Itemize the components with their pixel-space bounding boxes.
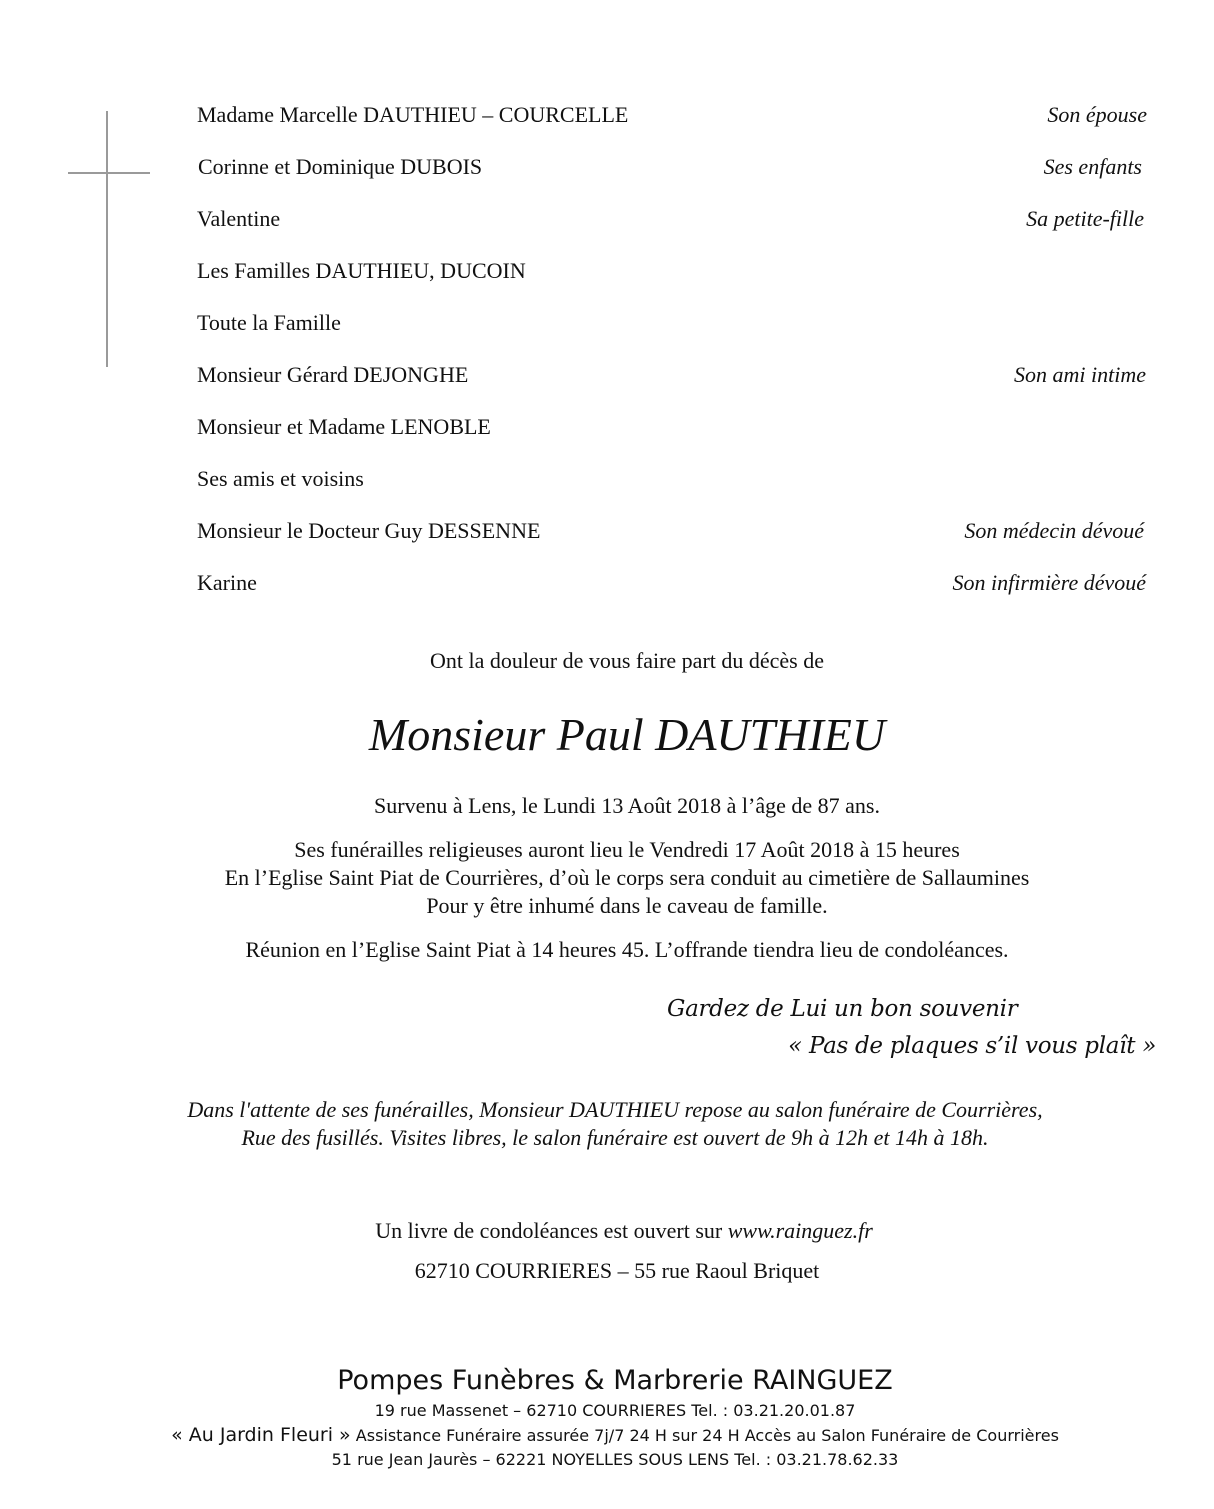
condolences-text: Un livre de condoléances est ouvert sur <box>375 1218 723 1243</box>
family-role: Son épouse <box>1047 102 1147 127</box>
remembrance-line-2: « Pas de plaques s’il vous plaît » <box>788 1033 1156 1059</box>
family-name: Les Familles DAUTHIEU, DUCOIN <box>197 258 526 283</box>
family-row <box>197 568 1149 620</box>
family-row <box>197 360 1149 412</box>
funeral-line-2: En l’Eglise Saint Piat de Courrières, d’où le corps sera conduit au cimetière de Sallaumines <box>224 865 1030 890</box>
family-name: Karine <box>197 570 257 595</box>
condolences-line <box>17 1216 1214 1246</box>
family-name: Valentine <box>197 206 281 231</box>
family-name: Monsieur et Madame LENOBLE <box>197 414 491 439</box>
family-name: Ses amis et voisins <box>197 466 364 491</box>
condolences-address: 62710 COURRIERES – 55 rue Raoul Briquet <box>414 1258 820 1283</box>
wake-line-1: Dans l'attente de ses funérailles, Monsieur DAUTHIEU repose au salon funéraire de Courrières, <box>187 1097 1043 1122</box>
meeting-details: Réunion en l’Eglise Saint Piat à 14 heures 45. L’offrande tiendra lieu de condoléances. <box>245 937 1009 962</box>
family-name: Monsieur Gérard DEJONGHE <box>197 362 469 387</box>
announcement-intro: Ont la douleur de vous faire part du décès de <box>429 648 825 673</box>
family-role: Son médecin dévoué <box>964 518 1144 543</box>
remembrance-line-1: Gardez de Lui un bon souvenir <box>667 996 1018 1022</box>
family-row <box>197 464 1149 516</box>
family-row <box>197 100 1149 152</box>
family-row <box>197 204 1149 256</box>
garden-services-line <box>0 1422 1214 1449</box>
company-name: Pompes Funèbres & Marbrerie RAINGUEZ <box>337 1365 893 1396</box>
family-row <box>197 412 1149 464</box>
funeral-line-1: Ses funérailles religieuses auront lieu le Vendredi 17 Août 2018 à 15 heures <box>294 837 960 862</box>
deceased-name: Monsieur Paul DAUTHIEU <box>368 709 886 760</box>
company-address-2: 51 rue Jean Jaurès – 62221 NOYELLES SOUS LENS Tel. : 03.21.78.62.33 <box>331 1450 899 1469</box>
garden-name: « Au Jardin Fleuri » <box>171 1424 351 1446</box>
cross-vertical-bar <box>106 111 108 367</box>
family-row <box>197 256 1149 308</box>
funeral-line-3: Pour y être inhumé dans le caveau de famille. <box>426 893 828 918</box>
family-name: Corinne et Dominique DUBOIS <box>198 154 483 179</box>
family-name: Monsieur le Docteur Guy DESSENNE <box>197 518 541 543</box>
family-role: Son infirmière dévoué <box>952 570 1146 595</box>
family-list <box>197 100 1149 620</box>
wake-line-2: Rue des fusillés. Visites libres, le salon funéraire est ouvert de 9h à 12h et 14h à 18h. <box>241 1125 989 1150</box>
condolences-url[interactable]: www.rainguez.fr <box>727 1218 873 1243</box>
family-row <box>197 516 1149 568</box>
death-details: Survenu à Lens, le Lundi 13 Août 2018 à l’âge de 87 ans. <box>374 793 880 818</box>
family-role: Sa petite-fille <box>1026 206 1144 231</box>
family-role: Ses enfants <box>1043 154 1142 179</box>
company-address-1: 19 rue Massenet – 62710 COURRIERES Tel. : 03.21.20.01.87 <box>374 1401 856 1420</box>
family-row <box>197 152 1149 204</box>
family-name: Madame Marcelle DAUTHIEU – COURCELLE <box>197 102 629 127</box>
garden-services: Assistance Funéraire assurée 7j/7 24 H sur 24 H Accès au Salon Funéraire de Courrières <box>355 1426 1059 1445</box>
family-role: Son ami intime <box>1014 362 1146 387</box>
family-name: Toute la Famille <box>197 310 341 335</box>
family-row <box>197 308 1149 360</box>
cross-horizontal-bar <box>68 172 150 174</box>
